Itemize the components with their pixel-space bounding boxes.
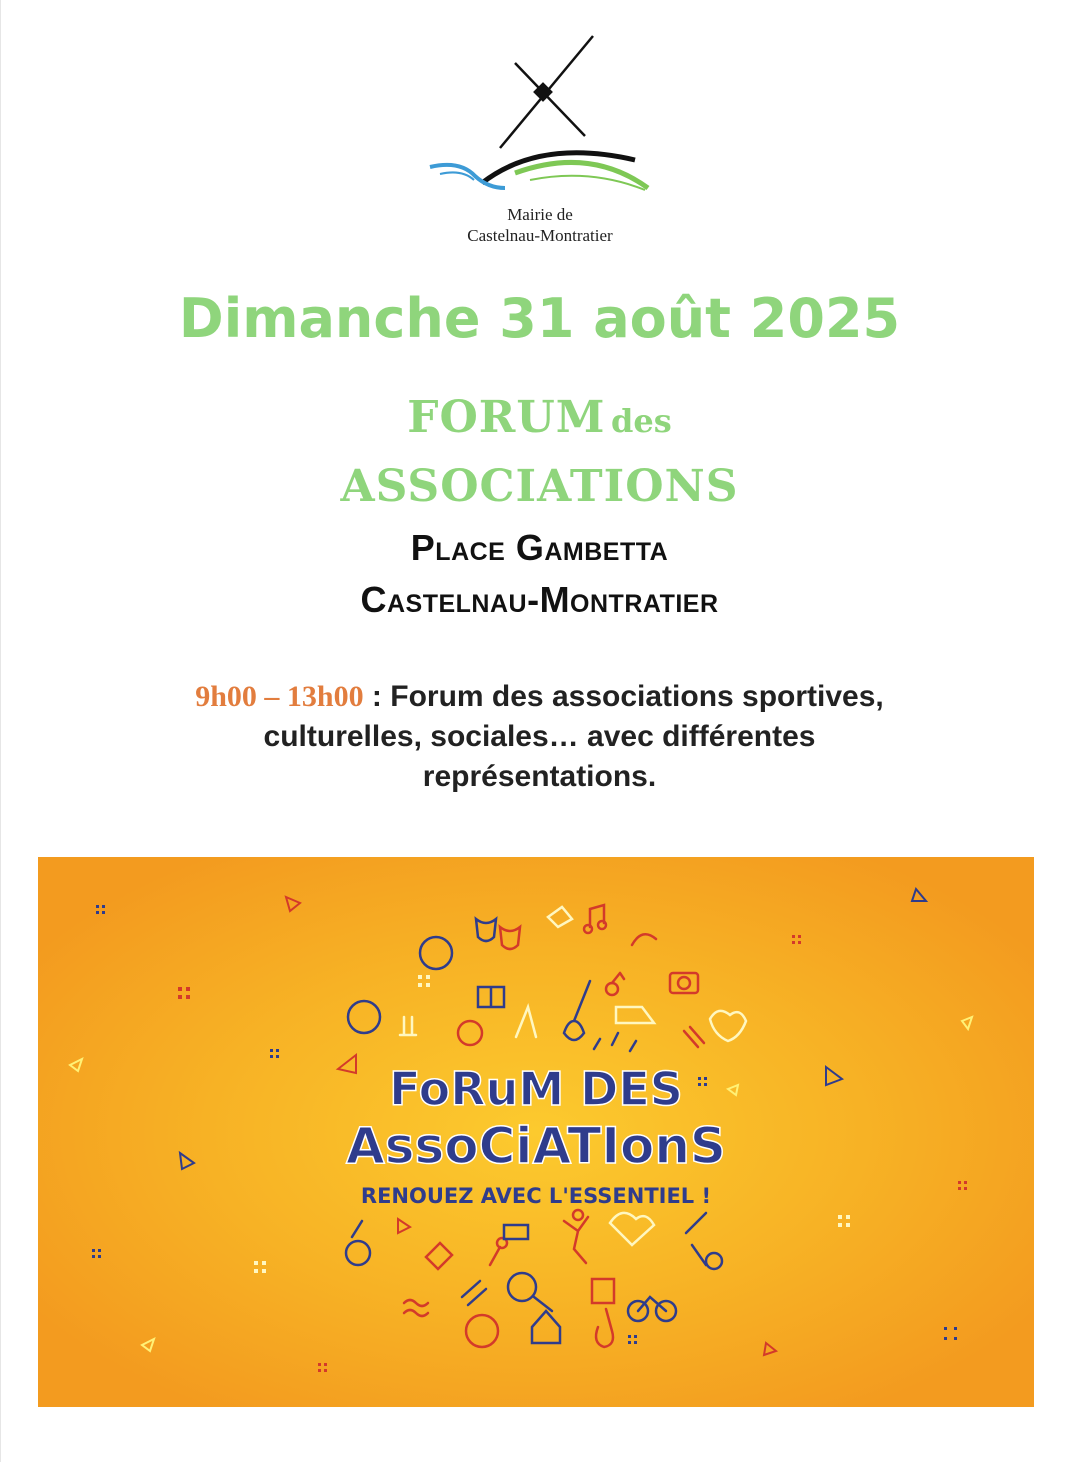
mairie-line2: Castelnau-Montratier	[467, 226, 613, 245]
schedule-description: Forum des associations sportives, culturelles, sociales… avec différentes représentations.	[263, 680, 884, 793]
event-title	[0, 388, 1079, 526]
banner-title-line1: FoRuM DES	[389, 1062, 683, 1116]
forum-banner	[38, 857, 1034, 1407]
banner-tagline: RENOUEZ AVEC L'ESSENTIEL !	[360, 1184, 712, 1208]
title-associations: ASSOCIATIONS	[340, 461, 739, 512]
mairie-line1: Mairie de	[507, 205, 573, 224]
event-place	[0, 522, 1079, 626]
schedule-time: 9h00 – 13h00	[195, 680, 364, 713]
mairie-logo	[420, 28, 660, 198]
event-date: Dimanche 31 août 2025	[178, 287, 901, 350]
schedule-separator: :	[363, 680, 391, 713]
place-line2: Castelnau-Montratier	[360, 579, 719, 620]
title-forum: FORUM	[407, 392, 606, 443]
title-des: des	[611, 402, 672, 440]
banner-artwork	[38, 857, 1034, 1407]
schedule-text	[150, 677, 929, 797]
page-edge	[0, 0, 1, 1462]
banner-title-line2: AssoCiATIonS	[346, 1117, 726, 1175]
windmill-hills-logo-icon	[420, 28, 660, 198]
mairie-name	[420, 204, 660, 246]
place-line1: Place Gambetta	[410, 527, 669, 568]
